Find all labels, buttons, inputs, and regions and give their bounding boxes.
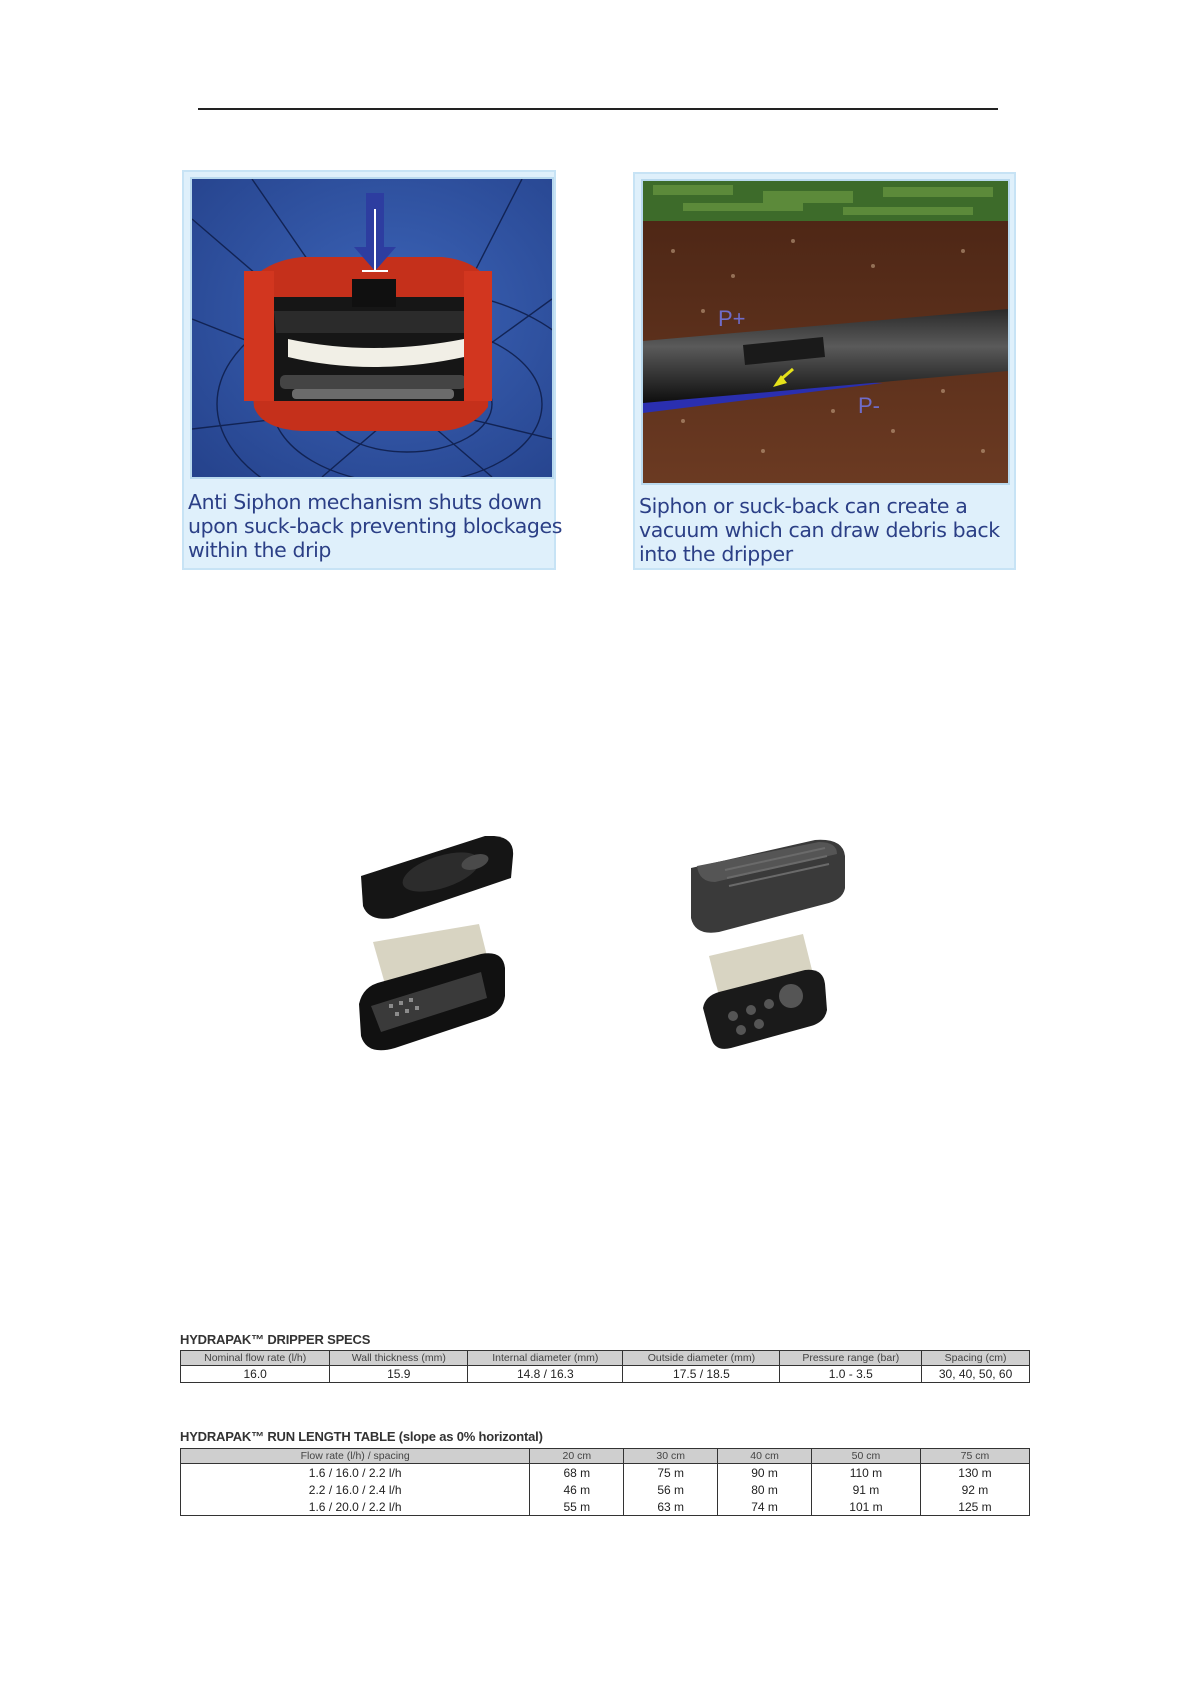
- run-length-header: 40 cm: [718, 1449, 812, 1464]
- header-rule: [198, 108, 998, 110]
- dripper-parts-right: [685, 838, 850, 1058]
- table-row: 1.6 / 16.0 / 2.2 l/h 68 m 75 m 90 m 110 m 130 m: [181, 1464, 1030, 1482]
- spec-header: Outside diameter (mm): [623, 1351, 780, 1366]
- dripper-top-cover: [361, 836, 513, 919]
- run-length-header: 75 cm: [920, 1449, 1029, 1464]
- run-length-header: 30 cm: [624, 1449, 718, 1464]
- dripper-top-cover: [691, 840, 845, 933]
- anti-siphon-figure: [182, 170, 562, 570]
- dripper-cutaway: [244, 257, 492, 431]
- spec-table-title: HYDRAPAK™ DRIPPER SPECS: [180, 1332, 371, 1347]
- p-plus-label: P+: [718, 306, 746, 331]
- spec-table: [180, 1350, 1030, 1383]
- table-row: 2.2 / 16.0 / 2.4 l/h 46 m 56 m 80 m 91 m 92 m: [181, 1481, 1030, 1498]
- run-length-table: [180, 1448, 1030, 1516]
- siphon-figure: [633, 172, 1016, 570]
- spec-header: Wall thickness (mm): [330, 1351, 468, 1366]
- table-row: 16.0 15.9 14.8 / 16.3 17.5 / 18.5 1.0 - 3.5 30, 40, 50, 60: [181, 1366, 1030, 1383]
- anti-siphon-illustration: [190, 177, 554, 479]
- anti-siphon-caption: Anti Siphon mechanism shuts down upon suck-back preventing blockages within the drip: [188, 490, 562, 562]
- run-length-header: 20 cm: [530, 1449, 624, 1464]
- spec-header: Spacing (cm): [922, 1351, 1030, 1366]
- siphon-caption: Siphon or suck-back can create a vacuum which can draw debris back into the dripper: [639, 494, 1000, 566]
- siphon-illustration: [641, 179, 1010, 485]
- dripper-parts-left: [355, 836, 520, 1066]
- run-length-header: 50 cm: [811, 1449, 920, 1464]
- spec-header: Internal diameter (mm): [468, 1351, 623, 1366]
- run-length-header: Flow rate (l/h) / spacing: [181, 1449, 530, 1464]
- spec-header: Nominal flow rate (l/h): [181, 1351, 330, 1366]
- run-length-table-title: HYDRAPAK™ RUN LENGTH TABLE (slope as 0% horizontal): [180, 1429, 543, 1444]
- p-minus-label: P-: [858, 393, 880, 418]
- table-row: 1.6 / 20.0 / 2.2 l/h 55 m 63 m 74 m 101 m 125 m: [181, 1498, 1030, 1516]
- spec-header: Pressure range (bar): [780, 1351, 922, 1366]
